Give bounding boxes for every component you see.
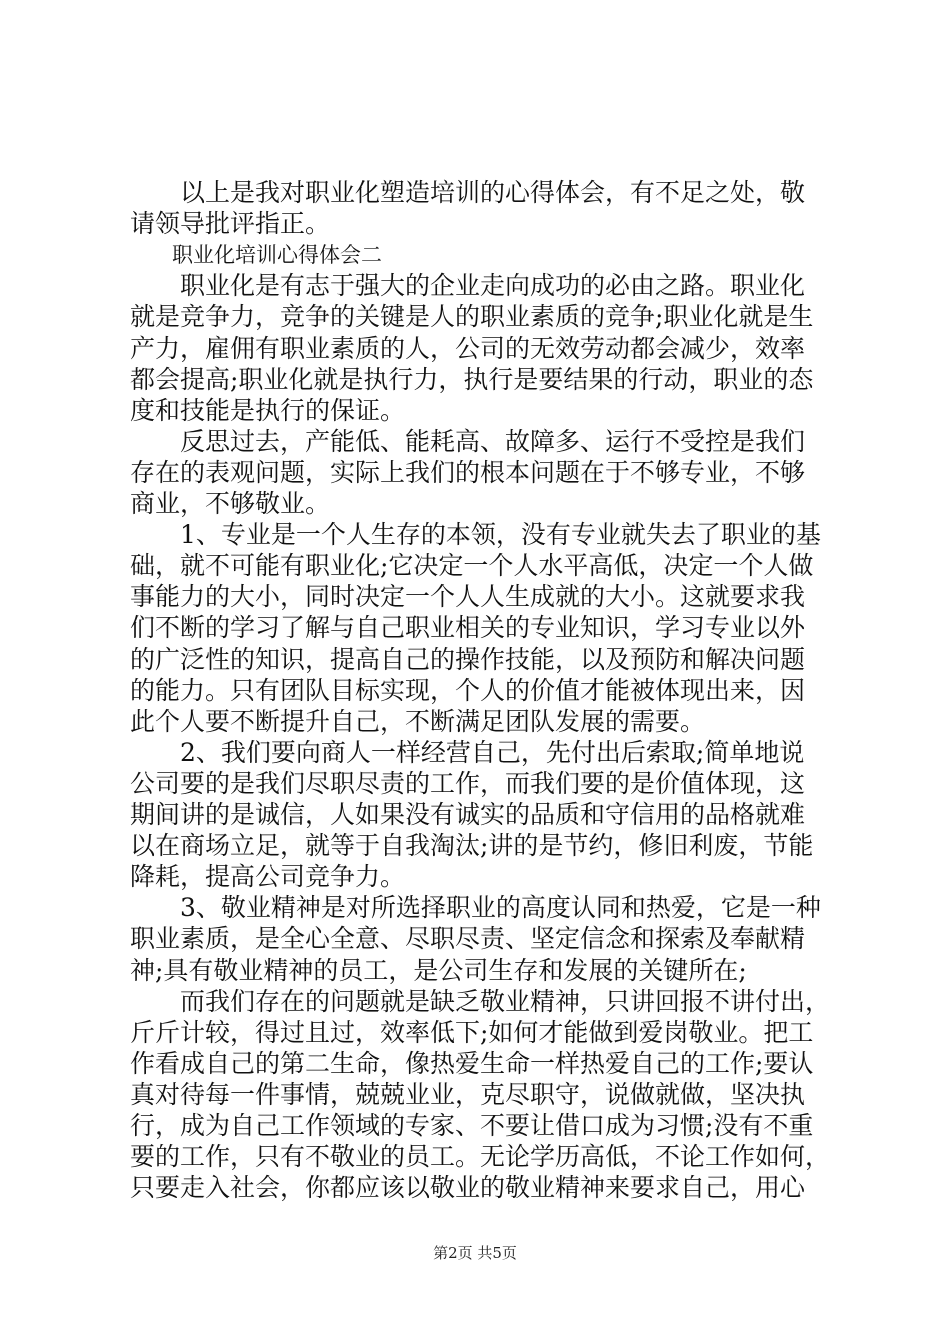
text-line: 反思过去，产能低、能耗高、故障多、运行不受控是我们 — [130, 426, 806, 456]
section-heading: 职业化培训心得体会二 — [130, 243, 382, 268]
text-line: 此个人要不断提升自己，不断满足团队发展的需要。 — [130, 706, 706, 736]
text-line: 们不断的学习了解与自己职业相关的专业知识，学习专业以外 — [130, 613, 806, 643]
text-line: 期间讲的是诚信，人如果没有诚实的品质和守信用的品格就难 — [130, 800, 806, 829]
text-line: 的能力。只有团队目标实现，个人的价值才能被体现出来，因 — [130, 675, 806, 705]
text-line: 以上是我对职业化塑造培训的心得体会，有不足之处，敬 — [130, 178, 806, 207]
text-line: 3、敬业精神是对所选择职业的高度认同和热爱，它是一种 — [130, 893, 821, 923]
text-line: 1、专业是一个人生存的本领，没有专业就失去了职业的基 — [130, 520, 821, 550]
text-line: 只要走入社会，你都应该以敬业的敬业精神来要求自己，用心 — [130, 1173, 806, 1203]
text-line: 降耗，提高公司竞争力。 — [130, 862, 406, 892]
text-line: 2、我们要向商人一样经营自己，先付出后索取;简单地说 — [130, 737, 805, 767]
text-line: 行，成为自己工作领域的专家、不要让借口成为习惯;没有不重 — [130, 1111, 814, 1140]
text-line: 产力，雇佣有职业素质的人，公司的无效劳动都会减少，效率 — [130, 333, 806, 363]
text-line: 请领导批评指正。 — [130, 209, 331, 239]
text-line: 神;具有敬业精神的员工，是公司生存和发展的关键所在; — [130, 955, 747, 985]
text-line: 而我们存在的问题就是缺乏敬业精神，只讲回报不讲付出， — [130, 986, 830, 1016]
text-line: 职业素质，是全心全意、尽职尽责、坚定信念和探索及奉献精 — [130, 924, 806, 954]
text-line: 存在的表观问题，实际上我们的根本问题在于不够专业，不够 — [130, 457, 806, 487]
text-line: 要的工作，只有不敬业的员工。无论学历高低，不论工作如何， — [130, 1142, 830, 1172]
text-line: 职业化是有志于强大的企业走向成功的必由之路。职业化 — [130, 271, 806, 301]
text-line: 都会提高;职业化就是执行力，执行是要结果的行动，职业的态 — [130, 364, 814, 394]
text-line: 商业，不够敬业。 — [130, 489, 331, 518]
page-footer: 第2页 共5页 — [433, 1244, 517, 1262]
text-line: 就是竞争力，竞争的关键是人的职业素质的竞争;职业化就是生 — [130, 302, 814, 332]
text-line: 作看成自己的第二生命，像热爱生命一样热爱自己的工作;要认 — [130, 1048, 814, 1078]
text-line: 以在商场立足，就等于自我淘汰;讲的是节约，修旧利废，节能 — [130, 831, 814, 861]
text-line: 公司要的是我们尽职尽责的工作，而我们要的是价值体现，这 — [130, 768, 806, 798]
text-line: 的广泛性的知识，提高自己的操作技能，以及预防和解决问题 — [130, 644, 806, 674]
text-line: 础，就不可能有职业化;它决定一个人水平高低，决定一个人做 — [130, 551, 814, 581]
text-line: 斤斤计较，得过且过，效率低下;如何才能做到爱岗敬业。把工 — [130, 1017, 814, 1047]
text-line: 度和技能是执行的保证。 — [130, 395, 406, 425]
text-line: 真对待每一件事情，兢兢业业，克尽职守，说做就做，坚决执 — [130, 1079, 806, 1109]
text-line: 事能力的大小，同时决定一个人人生成就的大小。这就要求我 — [130, 582, 806, 612]
